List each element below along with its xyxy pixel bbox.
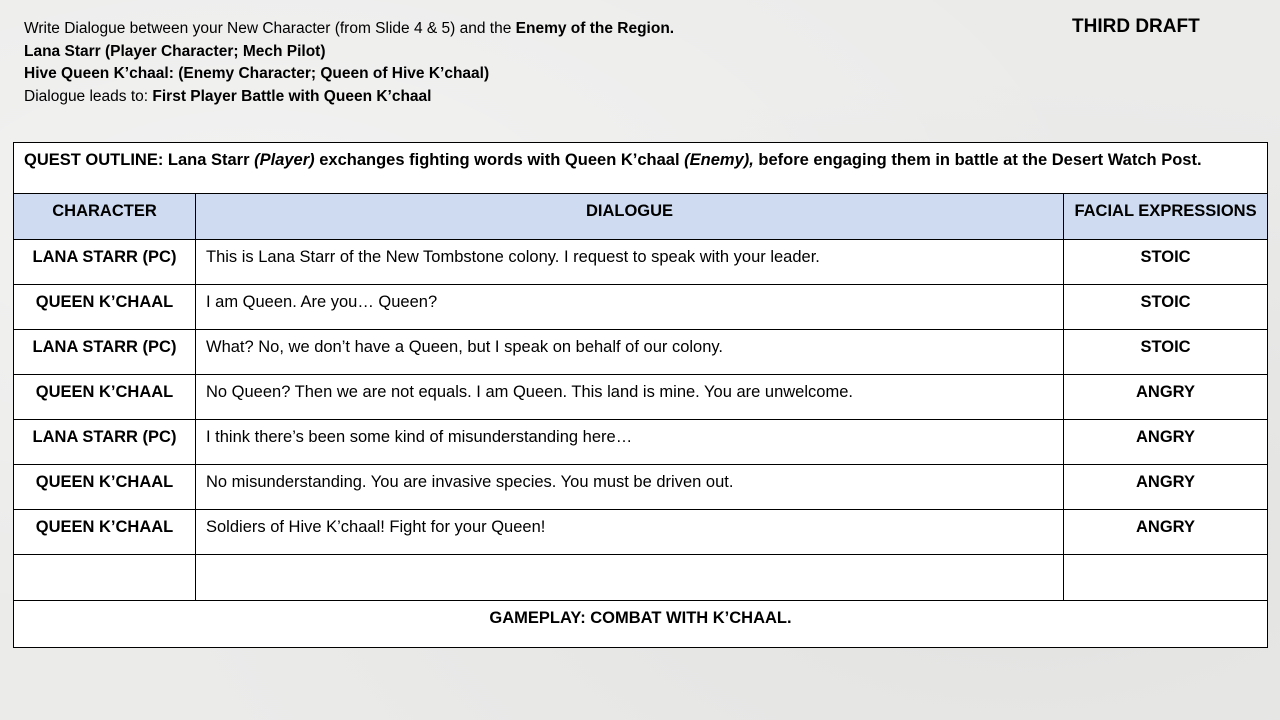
quest-outline-row — [14, 143, 1268, 194]
facial-expression-cell: ANGRY — [1064, 510, 1268, 555]
character-cell: QUEEN K’CHAAL — [14, 510, 196, 555]
table-row — [14, 330, 1268, 375]
column-header-facial-expressions: FACIAL EXPRESSIONS — [1064, 194, 1268, 240]
facial-expression-cell: STOIC — [1064, 285, 1268, 330]
draft-label: THIRD DRAFT — [1072, 16, 1200, 37]
facial-expression-cell: ANGRY — [1064, 375, 1268, 420]
dialogue-cell: This is Lana Starr of the New Tombstone colony. I request to speak with your leader. — [196, 240, 1064, 285]
character-cell: QUEEN K’CHAAL — [14, 465, 196, 510]
dialogue-cell: No Queen? Then we are not equals. I am Queen. This land is mine. You are unwelcome. — [196, 375, 1064, 420]
table-row — [14, 285, 1268, 330]
dialogue-cell: No misunderstanding. You are invasive species. You must be driven out. — [196, 465, 1064, 510]
facial-expression-cell: STOIC — [1064, 330, 1268, 375]
facial-expression-cell: STOIC — [1064, 240, 1268, 285]
dialogue-cell: What? No, we don’t have a Queen, but I speak on behalf of our colony. — [196, 330, 1064, 375]
instruction-line-1: Write Dialogue between your New Character (from Slide 4 & 5) and the Enemy of the Region. — [24, 20, 675, 37]
facial-expression-cell: ANGRY — [1064, 465, 1268, 510]
table-row — [14, 375, 1268, 420]
column-header-character: CHARACTER — [14, 194, 196, 240]
table-row — [14, 420, 1268, 465]
instructions-header — [24, 18, 674, 109]
character-cell: LANA STARR (PC) — [14, 240, 196, 285]
quest-outline: QUEST OUTLINE: Lana Starr (Player) exchanges fighting words with Queen K’chaal (Enemy), before engaging them in battle at the Desert Watch Post. — [14, 143, 1268, 194]
table-row — [14, 240, 1268, 285]
gameplay-cell: GAMEPLAY: COMBAT WITH K’CHAAL. — [14, 601, 1268, 648]
empty-cell — [1064, 555, 1268, 601]
empty-cell — [14, 555, 196, 601]
dialogue-leads-line: Dialogue leads to: First Player Battle with Queen K’chaal — [24, 88, 432, 106]
empty-cell — [196, 555, 1064, 601]
dialogue-table — [13, 142, 1268, 648]
character-cell: QUEEN K’CHAAL — [14, 285, 196, 330]
enemy-character-line: Hive Queen K’chaal: (Enemy Character; Queen of Hive K’chaal) — [24, 65, 490, 83]
table-row — [14, 510, 1268, 555]
dialogue-cell: I think there’s been some kind of misunderstanding here… — [196, 420, 1064, 465]
character-cell: LANA STARR (PC) — [14, 330, 196, 375]
table-row — [14, 465, 1268, 510]
player-character-line: Lana Starr (Player Character; Mech Pilot) — [24, 42, 326, 60]
column-header-dialogue: DIALOGUE — [196, 194, 1064, 240]
character-cell: LANA STARR (PC) — [14, 420, 196, 465]
dialogue-cell: I am Queen. Are you… Queen? — [196, 285, 1064, 330]
table-header-row — [14, 194, 1268, 240]
gameplay-row — [14, 601, 1268, 648]
character-cell: QUEEN K’CHAAL — [14, 375, 196, 420]
facial-expression-cell: ANGRY — [1064, 420, 1268, 465]
empty-table-row — [14, 555, 1268, 601]
dialogue-cell: Soldiers of Hive K’chaal! Fight for your Queen! — [196, 510, 1064, 555]
